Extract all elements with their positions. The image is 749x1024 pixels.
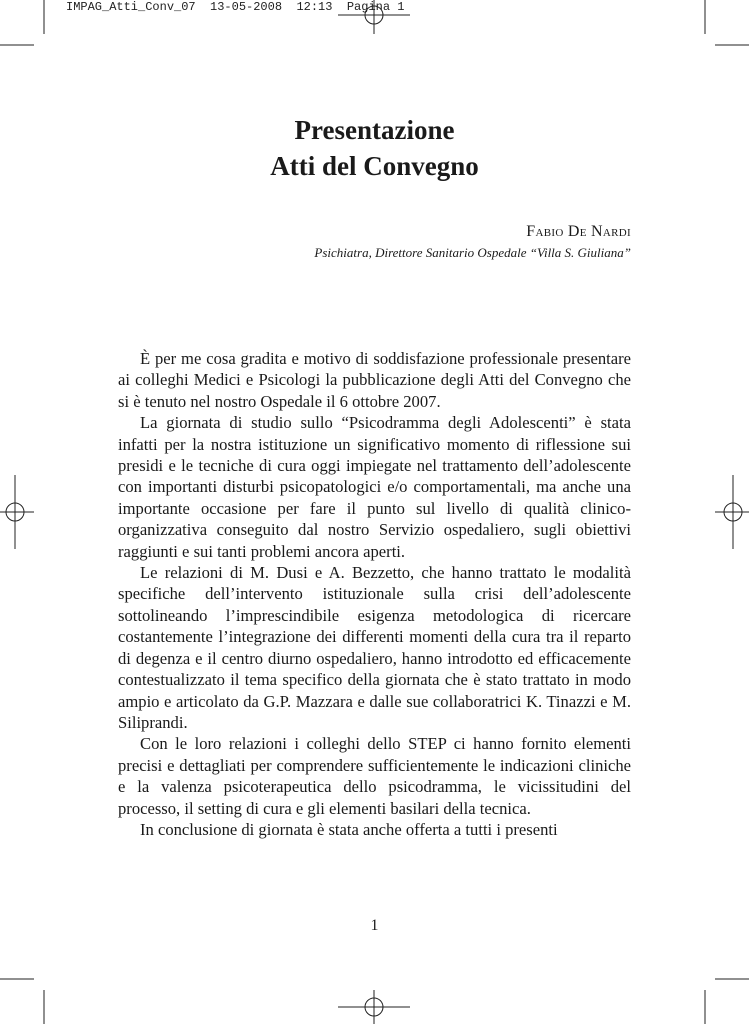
paragraph: La giornata di studio sullo “Psicodramma degli Adolescenti” è stata infatti per la nostra istituzione un significativo momento di riflessione sui presidi e le tecniche di cura oggi impiegate nel trattamento dell’adolescente con importanti disturbi psicopatologici e/o comportamentali, ma anche una importante occasione per fare il punto sul livello di qualità clinico-organizzativa conseguito dal nostro Servizio ospedaliero, sugli obiettivi raggiunti e sui tanti problemi ancora aperti. (118, 413, 631, 561)
author-affiliation: Psichiatra, Direttore Sanitario Ospedale “Villa S. Giuliana” (314, 245, 631, 260)
author-name: Fabio De Nardi (526, 223, 631, 240)
page-title (0, 112, 749, 184)
page-title-line-2: Atti del Convegno (270, 151, 479, 181)
registration-mark-bottom (338, 990, 410, 1024)
body-text (118, 348, 631, 840)
registration-mark-left (0, 475, 34, 549)
paragraph: Con le loro relazioni i colleghi dello STEP ci hanno fornito elementi precisi e dettagliati per comprendere sufficientemente le indicazioni cliniche e la valenza psicoterapeutica dello psicodramma, le vicissitudini del processo, il setting di cura e gli elementi basilari della tecnica. (118, 734, 631, 818)
paragraph: Le relazioni di M. Dusi e A. Bezzetto, che hanno trattato le modalità specifiche dell’intervento istituzionale sulla crisi dell’adolescente sottolineando l’imprescindibile esigenza metodologica di ricercare costantemente l’integrazione dei differenti momenti della cura tra il reparto di degenza e il centro diurno ospedaliero, hanno introdotto ed efficacemente contestualizzato il tema specifico della giornata che è stato trattato in modo ampio e articolato da G.P. Mazzara e dalle sue collaboratrici K. Tinazzi e M. Siliprandi. (118, 563, 631, 732)
paragraph: È per me cosa gradita e motivo di soddisfazione professionale presentare ai colleghi Medici e Psicologi la pubblicazione degli Atti del Convegno che si è tenuto nel nostro Ospedale il 6 ottobre 2007. (118, 349, 631, 411)
registration-mark-right (715, 475, 749, 549)
page-title-line-1: Presentazione (294, 115, 455, 145)
print-slug: IMPAG_Atti_Conv_07 13-05-2008 12:13 Pagina 1 (66, 0, 405, 14)
paragraph: In conclusione di giornata è stata anche offerta a tutti i presenti (140, 819, 558, 839)
page-number: 1 (370, 917, 379, 934)
